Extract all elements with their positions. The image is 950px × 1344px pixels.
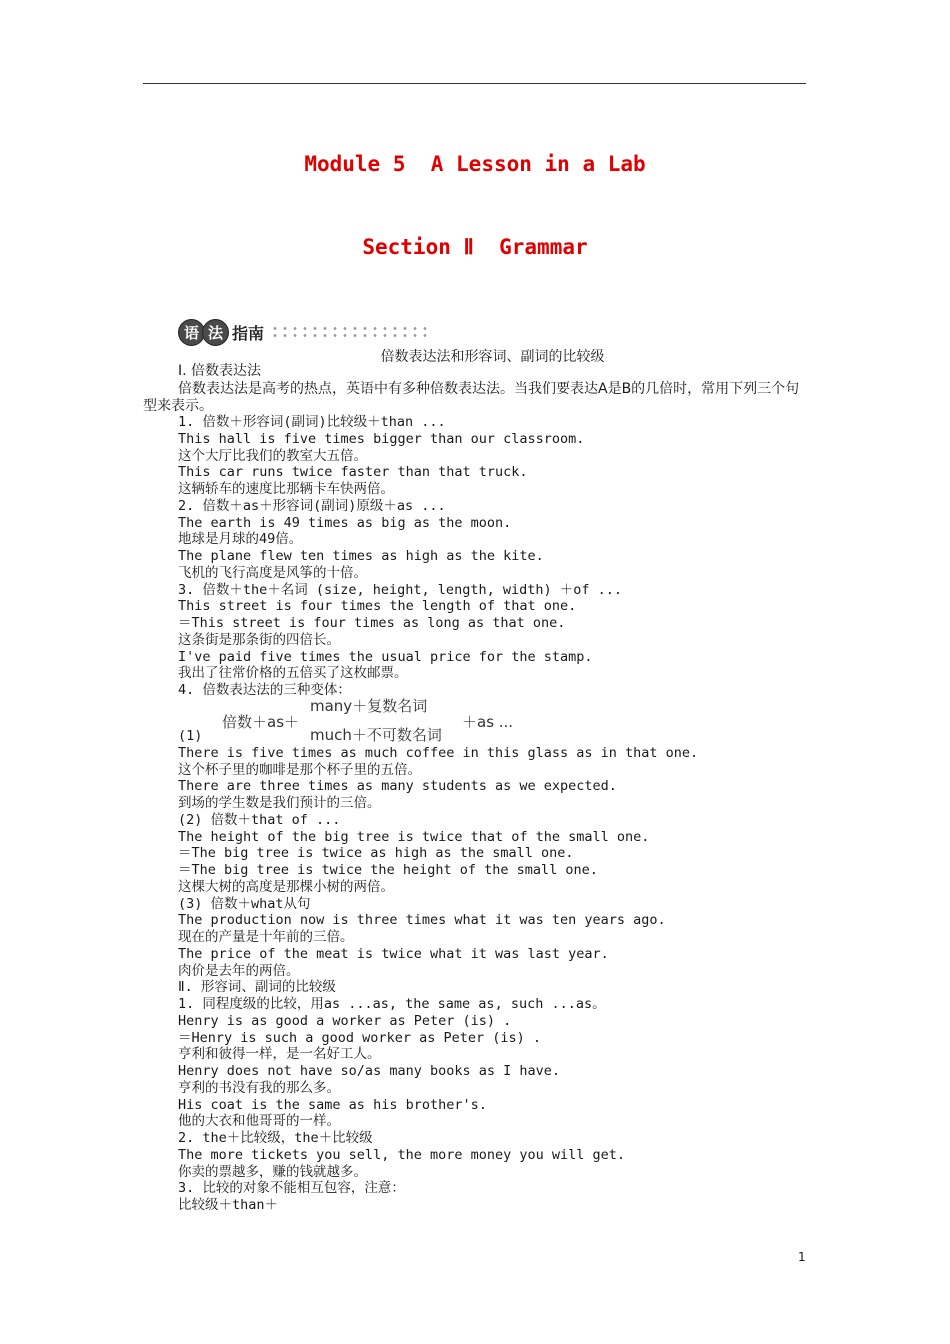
text-line: 2. the＋比较级，the＋比较级 — [178, 1130, 373, 1146]
text-line: I've paid five times the usual price for the stamp. — [178, 648, 593, 665]
header-rule — [143, 83, 806, 84]
formula-lead: 倍数＋as＋ — [222, 713, 300, 731]
banner-badge-2: 法 — [202, 319, 229, 346]
text-line: 1. 倍数＋形容词(副词)比较级＋than ... — [178, 414, 446, 430]
text-line: This car runs twice faster than that truck. — [178, 464, 528, 481]
text-line: 我出了往常价格的五倍买了这枚邮票。 — [178, 665, 408, 682]
text-line: His coat is the same as his brother's. — [178, 1096, 487, 1113]
topic-heading: 倍数表达法和形容词、副词的比较级 — [380, 349, 605, 365]
formula-tail: ＋as ... — [462, 713, 514, 731]
text-line: (3) 倍数＋what从句 — [178, 895, 311, 912]
text-line: The plane flew ten times as high as the kite. — [178, 548, 544, 564]
text-line: 这棵大树的高度是那棵小树的两倍。 — [178, 878, 394, 895]
intro-paragraph-text: 倍数表达法是高考的热点，英语中有多种倍数表达法。当我们要表达A是B的几倍时，常用下列三个句型来表示。 — [143, 381, 800, 414]
text-line: This street is four times the length of that one. — [178, 598, 577, 615]
text-line: ＝The big tree is twice the height of the small one. — [178, 862, 598, 878]
intro-heading: Ⅰ. 倍数表达法 — [178, 363, 262, 379]
text-line: 肉价是去年的两倍。 — [178, 962, 300, 979]
text-line: 这辆轿车的速度比那辆卡车快两倍。 — [178, 481, 394, 497]
text-line: 亨利和彼得一样，是一名好工人。 — [178, 1046, 381, 1063]
text-line: 这个大厅比我们的教室大五倍。 — [178, 447, 367, 464]
page-number: 1 — [798, 1250, 806, 1264]
text-line: 亨利的书没有我的那么多。 — [178, 1079, 340, 1096]
content-lines-a — [178, 414, 818, 699]
text-line: 你卖的票越多，赚的钱就越多。 — [178, 1163, 367, 1180]
text-line: Henry is as good a worker as Peter (is) . — [178, 1012, 512, 1029]
text-line: There is five times as much coffee in this glass as in that one. — [178, 744, 699, 761]
text-line: 这条街是那条街的四倍长。 — [178, 631, 340, 648]
banner-badge-1: 语 — [178, 319, 205, 346]
text-line: Ⅱ. 形容词、副词的比较级 — [178, 979, 336, 996]
text-line: 现在的产量是十年前的三倍。 — [178, 929, 354, 945]
text-line: Henry does not have so/as many books as I have. — [178, 1063, 561, 1079]
text-line: (2) 倍数＋that of ... — [178, 811, 341, 828]
text-line: (1) — [178, 728, 203, 744]
text-line: The price of the meat is twice what it was last year. — [178, 945, 609, 962]
text-line: 3. 比较的对象不能相互包容，注意： — [178, 1180, 405, 1197]
text-line: The more tickets you sell, the more money you will get. — [178, 1146, 626, 1163]
text-line: 到场的学生数是我们预计的三倍。 — [178, 795, 381, 811]
text-line: The earth is 49 times as big as the moon. — [178, 514, 512, 531]
formula-many: many＋复数名词 — [310, 697, 428, 715]
text-line: ＝The big tree is twice as high as the small one. — [178, 845, 574, 862]
text-line: 他的大衣和他哥哥的一样。 — [178, 1113, 340, 1130]
section-title: Section Ⅱ Grammar — [362, 235, 588, 259]
banner-label: 指南 — [232, 323, 265, 343]
text-line: 飞机的飞行高度是风筝的十倍。 — [178, 564, 367, 581]
text-line: 比较级＋than＋ — [178, 1197, 279, 1213]
text-line: 2. 倍数＋as＋形容词(副词)原级＋as ... — [178, 497, 446, 514]
text-line: 1. 同程度级的比较，用as ...as, the same as, such ...as。 — [178, 996, 606, 1012]
text-line: 这个杯子里的咖啡是那个杯子里的五倍。 — [178, 761, 421, 778]
text-line: This hall is five times bigger than our classroom. — [178, 430, 585, 447]
content-lines-b — [178, 728, 818, 1214]
text-line: 3. 倍数＋the＋名词 (size, height, length, width) ＋of ... — [178, 581, 622, 598]
text-line: The height of the big tree is twice that of the small one. — [178, 828, 650, 845]
text-line: 4. 倍数表达法的三种变体： — [178, 682, 351, 698]
text-line: There are three times as many students as we expected. — [178, 778, 617, 795]
grammar-guide-banner — [178, 317, 430, 347]
banner-dots — [270, 325, 430, 339]
formula-much: much＋不可数名词 — [310, 726, 442, 744]
intro-paragraph — [143, 381, 806, 415]
text-line: ＝Henry is such a good worker as Peter (is) . — [178, 1029, 541, 1046]
text-line: The production now is three times what it was ten years ago. — [178, 912, 666, 929]
module-title: Module 5 A Lesson in a Lab — [304, 152, 646, 176]
text-line: ＝This street is four times as long as that one. — [178, 615, 566, 631]
text-line: 地球是月球的49倍。 — [178, 531, 303, 548]
